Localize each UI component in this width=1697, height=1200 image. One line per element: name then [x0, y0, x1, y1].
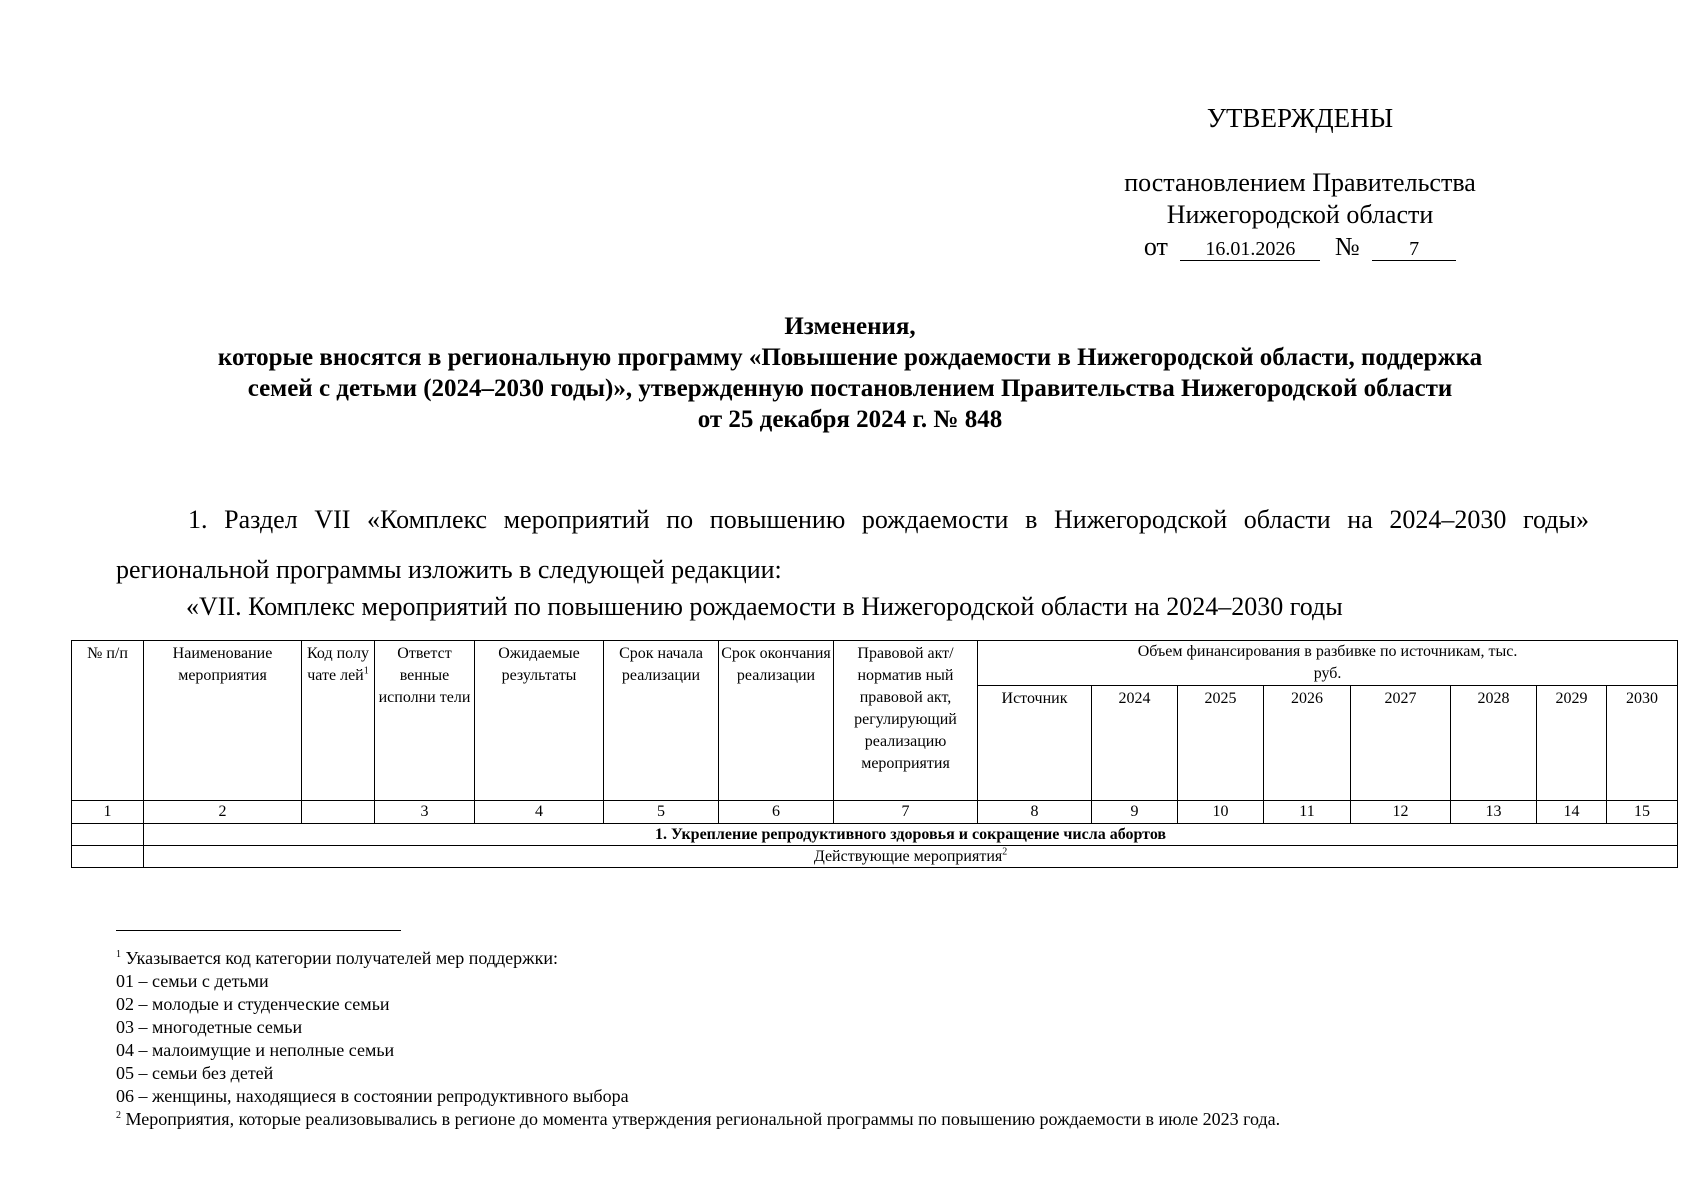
- decree-reference: [1080, 167, 1520, 263]
- col-num: 12: [1351, 801, 1451, 824]
- footnote-2: [116, 1108, 1676, 1131]
- col-num: 1: [72, 801, 144, 824]
- col-num: 4: [475, 801, 604, 824]
- footnote-code: 03 – многодетные семьи: [116, 1017, 303, 1037]
- subsection-text: Действующие мероприятия: [813, 848, 1003, 865]
- decree-number: 7: [1372, 238, 1456, 261]
- col-num: 7: [834, 801, 978, 824]
- section-row-num: [72, 824, 144, 846]
- title-line-4: от 25 декабря 2024 г. № 848: [697, 406, 1003, 433]
- header-year: 2027: [1351, 686, 1451, 801]
- footnote-1-mark: 1: [116, 949, 121, 960]
- header-year: 2025: [1178, 686, 1264, 801]
- header-expected: Ожидаемые результаты: [475, 641, 604, 801]
- col-num: 14: [1537, 801, 1607, 824]
- footnote-code: 04 – малоимущие и неполные семьи: [116, 1040, 395, 1060]
- footnote-code: 02 – молодые и студенческие семьи: [116, 994, 390, 1014]
- decree-date-line: [1080, 231, 1520, 263]
- col-num: 15: [1607, 801, 1678, 824]
- header-legal: Правовой акт/норматив ный правовой акт, регулирующий реализацию мероприятия: [834, 641, 978, 801]
- col-num: 10: [1178, 801, 1264, 824]
- approval-stamp-title: УТВЕРЖДЕНЫ: [1206, 103, 1394, 133]
- header-year: 2028: [1451, 686, 1537, 801]
- title-line-3: семей с детьми (2024–2030 годы)», утвержденную постановлением Правительства Нижегородской области: [247, 375, 1453, 402]
- footnote-1-text: Указывается код категории получателей мер поддержки:: [125, 948, 558, 968]
- amendment-paragraph: 1. Раздел VII «Комплекс мероприятий по повышению рождаемости в Нижегородской области на 2024–2030 годы» региональной программы изложить в следующей редакции:: [116, 505, 1589, 584]
- col-num: [302, 801, 375, 824]
- footnote-2-mark: 2: [116, 1110, 121, 1121]
- footnotes: [116, 947, 1676, 1131]
- decree-line-1: постановлением Правительства: [1124, 168, 1476, 197]
- section-row-title: 1. Укрепление репродуктивного здоровья и сокращение числа абортов: [144, 824, 1678, 846]
- section-title: «VII. Комплекс мероприятий по повышению рождаемости в Нижегородской области на 2024–2030 годы: [186, 592, 1343, 621]
- number-sign: №: [1334, 232, 1360, 261]
- header-end: Срок окончания реализации: [719, 641, 834, 801]
- footnote-1: [116, 947, 1676, 970]
- header-responsible: Ответст венные исполни тели: [375, 641, 475, 801]
- footnote-separator: [116, 930, 401, 931]
- header-year: 2029: [1537, 686, 1607, 801]
- title-line-1: Изменения,: [784, 313, 916, 340]
- title-line-2: которые вносятся в региональную программу «Повышение рождаемости в Нижегородской области, поддержка: [217, 344, 1483, 371]
- measures-table: [71, 640, 1678, 868]
- footnote-code: 01 – семьи с детьми: [116, 971, 269, 991]
- section-row: [72, 824, 1678, 846]
- subsection-row: [72, 846, 1678, 868]
- header-year: 2030: [1607, 686, 1678, 801]
- header-funding: Объем финансирования в разбивке по источникам, тыс. руб.: [978, 641, 1678, 686]
- decree-line-2: Нижегородской области: [1166, 200, 1434, 229]
- header-code: [302, 641, 375, 801]
- header-year: 2026: [1264, 686, 1351, 801]
- col-num: 5: [604, 801, 719, 824]
- col-num: 3: [375, 801, 475, 824]
- col-num: 8: [978, 801, 1092, 824]
- header-num: № п/п: [72, 641, 144, 801]
- header-name: Наименование мероприятия: [144, 641, 302, 801]
- col-num: 13: [1451, 801, 1537, 824]
- footnote-code: 06 – женщины, находящиеся в состоянии репродуктивного выбора: [116, 1086, 629, 1106]
- column-numbers-row: [72, 801, 1678, 824]
- header-year: 2024: [1092, 686, 1178, 801]
- date-prefix: от: [1143, 232, 1168, 261]
- header-source: Источник: [978, 686, 1092, 801]
- table-header-row: [72, 641, 1678, 686]
- col-num: 6: [719, 801, 834, 824]
- header-start: Срок начала реализации: [604, 641, 719, 801]
- document-title: [90, 311, 1610, 435]
- subsection-row-num: [72, 846, 144, 868]
- col-num: 11: [1264, 801, 1351, 824]
- footnote-ref-1: 1: [363, 665, 369, 677]
- footnote-ref-2: 2: [1002, 846, 1008, 858]
- footnote-code: 05 – семьи без детей: [116, 1063, 274, 1083]
- header-code-text: Код полу чате лей: [307, 645, 369, 684]
- col-num: 9: [1092, 801, 1178, 824]
- subsection-row-title: [144, 846, 1678, 868]
- decree-date: 16.01.2026: [1180, 238, 1320, 261]
- col-num: 2: [144, 801, 302, 824]
- footnote-2-text: Мероприятия, которые реализовывались в регионе до момента утверждения региональной программы по повышению рождаемости в июле 2023 года.: [125, 1109, 1281, 1129]
